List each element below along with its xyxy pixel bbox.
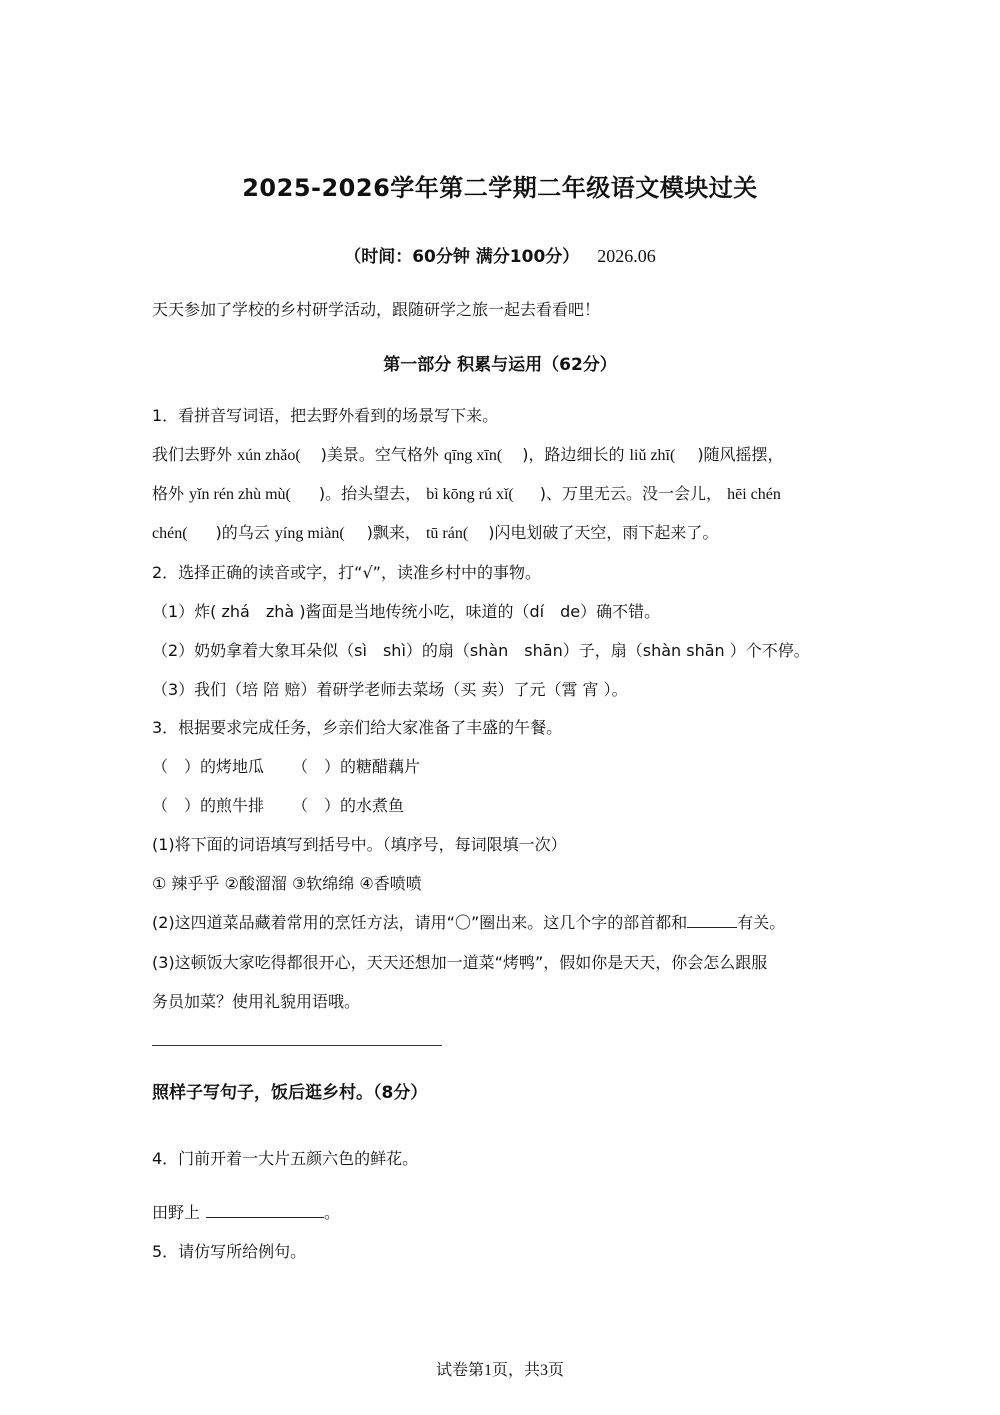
q2-item-3: （3）我们（培 陪 赔）着研学老师去菜场（买 卖）了元（霄 宵 ）。 <box>152 680 628 699</box>
pinyin: yíng miàn( <box>274 525 345 542</box>
q3-sub-2 <box>152 912 785 934</box>
q1-line-1 <box>152 444 784 467</box>
q2-item-1: （1）炸( zhá zhà )酱面是当地传统小吃，味道的（dí de）确不错。 <box>152 602 661 621</box>
q5-prompt: 5．请仿写所给例句。 <box>152 1242 307 1261</box>
dish-item: （ ）的糖醋藕片 <box>292 757 421 776</box>
dish-item: （ ）的煎牛排 <box>152 796 265 815</box>
page-title: 2025-2026学年第二学期二年级语文模块过关 <box>242 174 758 202</box>
answer-line[interactable] <box>152 1045 442 1046</box>
q2-item-2: （2）奶奶拿着大象耳朵似（sì shì）的扇（shàn shān）子，扇（shàn shān ）个不停。 <box>152 641 810 660</box>
q3-sub-2-text: (2)这四道菜品藏着常用的烹饪方法，请用“〇”圈出来。这几个字的部首都和 <box>152 913 688 932</box>
intro-text: 天天参加了学校的乡村研学活动，跟随研学之旅一起去看看吧！ <box>152 300 601 319</box>
q1-prompt: 1．看拼音写词语，把去野外看到的场景写下来。 <box>152 406 499 425</box>
pinyin: bì kōng rú xǐ( <box>426 486 514 503</box>
q4-prompt: 4．门前开着一大片五颜六色的鲜花。 <box>152 1149 419 1168</box>
pinyin: chén( <box>152 525 188 542</box>
q1-text: )，路边细长的 <box>522 445 625 464</box>
dish-item: （ ）的烤地瓜 <box>152 757 265 776</box>
part1-heading: 第一部分 积累与运用（62分） <box>383 355 617 375</box>
pinyin: tū rán( <box>425 525 469 542</box>
pinyin: yǐn rén zhù mù( <box>189 486 291 503</box>
pinyin: liǔ zhī( <box>629 447 676 464</box>
dish-item: （ ）的水煮鱼 <box>292 796 405 815</box>
q1-line-3 <box>152 522 718 545</box>
pinyin: hēi chén <box>727 486 781 503</box>
q4-answer <box>152 1202 340 1224</box>
pinyin: qīng xīn( <box>443 447 503 464</box>
q3-dish-row-1 <box>152 756 420 778</box>
exam-subtitle <box>0 242 1000 267</box>
pinyin: xún zhǎo( <box>237 447 301 464</box>
q1-text: )美景。空气格外 <box>320 445 439 464</box>
q4-answer-end: 。 <box>324 1203 341 1222</box>
q1-text: )飘来， <box>366 523 421 542</box>
q1-text: )闪电划破了天空，雨下起来了。 <box>488 523 719 542</box>
q1-text: 我们去野外 <box>152 445 233 464</box>
q3-prompt: 3．根据要求完成任务，乡亲们给大家准备了丰盛的午餐。 <box>152 718 563 737</box>
q1-text: 格外 <box>152 484 185 503</box>
q3-sub-3-line-1: (3)这顿饭大家吃得都很开心，天天还想加一道菜“烤鸭”，假如你是天天，你会怎么跟服 <box>152 953 768 972</box>
q1-text: )的乌云 <box>215 523 270 542</box>
q1-text: )、万里无云。没一会儿， <box>539 484 722 503</box>
q3-sub-2-text-end: 有关。 <box>737 913 786 932</box>
q3-options: ① 辣乎乎 ②酸溜溜 ③软绵绵 ④香喷喷 <box>152 874 422 893</box>
q1-text: )随风摇摆， <box>697 445 784 464</box>
q3-sub-3-line-2: 务员加菜？使用礼貌用语哦。 <box>152 992 361 1011</box>
q3-dish-row-2 <box>152 795 404 817</box>
q2-prompt: 2．选择正确的读音或字，打“√”，读准乡村中的事物。 <box>152 563 541 582</box>
q3-sub-1: (1)将下面的词语填写到括号中。（填序号，每词限填一次） <box>152 835 567 854</box>
answer-blank[interactable] <box>687 913 737 928</box>
part2-heading: 照样子写句子，饭后逛乡村。（8分） <box>152 1083 428 1103</box>
q4-answer-start: 田野上 <box>152 1203 201 1222</box>
exam-date: 2026.06 <box>597 246 656 266</box>
time-info: （时间：60分钟 满分100分） <box>344 247 580 267</box>
page-footer: 试卷第1页，共3页 <box>435 1362 564 1379</box>
q1-text: )。抬头望去， <box>318 484 422 503</box>
answer-blank[interactable] <box>206 1203 324 1218</box>
q1-line-2 <box>152 483 781 506</box>
